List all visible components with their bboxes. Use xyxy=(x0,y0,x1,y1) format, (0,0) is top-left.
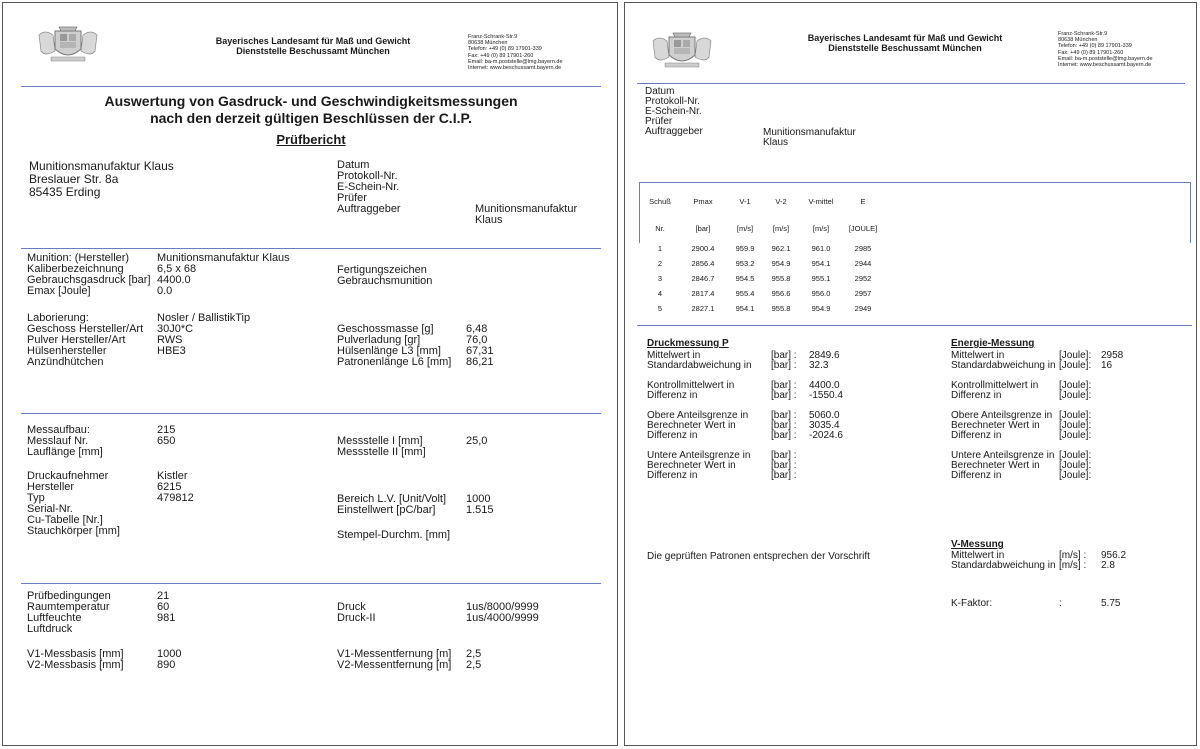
coat-of-arms-logo xyxy=(33,21,103,67)
field-label: Typ xyxy=(27,492,45,504)
velocity-labels xyxy=(951,551,1056,571)
field-label: Munition: (Hersteller) xyxy=(27,252,130,264)
client-line: Munitionsmanufaktur xyxy=(763,127,856,138)
address-line: Breslauer Str. 8a xyxy=(29,172,119,186)
meta-labels xyxy=(337,160,401,215)
table-cell: 2856.4 xyxy=(691,259,715,268)
table-cell: 954.5 xyxy=(735,274,755,283)
report-title: Prüfbericht xyxy=(276,132,346,147)
authority-name: Bayerisches Landesamt für Maß und Gewicht xyxy=(215,36,411,46)
meta-label: Protokoll-Nr. xyxy=(337,170,398,182)
table-cell: 2900.4 xyxy=(691,244,715,253)
sensor-right-values xyxy=(466,494,494,516)
field-value: 30J0*C xyxy=(157,323,194,335)
field-value: 890 xyxy=(157,659,176,671)
field-label: Anzündhütchen xyxy=(27,356,104,368)
authority-office: Dienststelle Beschussamt München xyxy=(828,43,982,53)
field-label: Differenz in xyxy=(951,430,1002,441)
client-line: Klaus xyxy=(475,214,503,226)
field-label: Differenz in xyxy=(647,390,698,401)
meta-labels xyxy=(645,87,703,137)
client-line: Munitionsmanufaktur xyxy=(475,203,578,215)
loading-right-labels xyxy=(337,324,451,368)
field-label: Berechneter Wert in xyxy=(647,420,736,431)
energy-values xyxy=(1101,351,1123,371)
meta-label: E-Schein-Nr. xyxy=(645,106,702,117)
field-value: -2024.6 xyxy=(809,430,843,441)
pressure-values xyxy=(809,351,843,441)
field-label: Berechneter Wert in xyxy=(647,460,736,471)
table-cell: 954.9 xyxy=(811,304,831,313)
report-page-1 xyxy=(2,2,618,746)
field-label: Hülsenhersteller xyxy=(27,345,107,357)
divider xyxy=(637,83,1185,84)
field-label: Einstellwert [pC/bar] xyxy=(337,504,436,516)
field-label: Druck-II xyxy=(337,612,376,624)
field-value: 479812 xyxy=(157,492,194,504)
pressure-labels xyxy=(647,351,752,481)
field-value: -1550.4 xyxy=(809,390,843,401)
setup-values xyxy=(157,425,175,447)
contact-line: Telefon: +49 (0) 89 17901-339 xyxy=(468,46,542,53)
client-line: Klaus xyxy=(763,137,789,148)
address-line: Munitionsmanufaktur Klaus xyxy=(29,159,174,173)
field-unit: [bar] : xyxy=(771,360,797,371)
table-cell: 955.8 xyxy=(771,274,791,283)
field-value: 67,31 xyxy=(466,345,494,357)
energy-units xyxy=(1059,351,1091,481)
meta-label: Protokoll-Nr. xyxy=(645,96,701,107)
contact-line: Email: ba-m.poststelle@lmg.bayern.de xyxy=(1058,55,1153,62)
bases-values xyxy=(157,649,181,671)
bases-labels xyxy=(27,649,124,671)
divider xyxy=(637,325,1192,326)
field-value: 76,0 xyxy=(466,334,488,346)
table-unit: [m/s] xyxy=(812,224,830,233)
field-unit: [Joule]: xyxy=(1059,420,1092,431)
conditions-values xyxy=(157,591,175,624)
contact-block xyxy=(1058,31,1153,68)
field-label: Differenz in xyxy=(951,470,1002,481)
divider xyxy=(21,413,601,414)
contact-line: Internet: www.beschussamt.bayern.de xyxy=(1058,62,1152,69)
coat-of-arms-logo xyxy=(647,27,717,73)
table-cell: 953.2 xyxy=(735,259,755,268)
field-value: 1us/8000/9999 xyxy=(466,601,539,613)
field-unit: [bar] : xyxy=(771,430,797,441)
velocity-units xyxy=(1059,551,1086,571)
field-unit: [Joule]: xyxy=(1059,430,1092,441)
field-label: Serial-Nr. xyxy=(27,503,73,515)
field-unit: [bar] : xyxy=(771,420,797,431)
energy-heading: Energie-Messung xyxy=(951,338,1035,349)
contact-line: Franz-Schrank-Str.9 xyxy=(468,34,518,40)
table-cell: 1 xyxy=(657,244,663,253)
field-unit: [Joule]: xyxy=(1059,450,1092,461)
field-label: Berechneter Wert in xyxy=(951,420,1040,431)
field-value: 215 xyxy=(157,424,176,436)
setup-labels xyxy=(27,425,103,458)
table-cell: 4 xyxy=(657,289,663,298)
field-unit: [Joule]: xyxy=(1059,460,1092,471)
field-label: Hülsenlänge L3 [mm] xyxy=(337,345,441,357)
meta-label: Auftraggeber xyxy=(645,126,703,137)
table-header: V-1 xyxy=(739,197,751,206)
table-header: V-2 xyxy=(775,197,787,206)
field-value: 650 xyxy=(157,435,176,447)
field-label: V1-Messbasis [mm] xyxy=(27,648,124,660)
field-label: Standardabweichung in xyxy=(951,560,1056,571)
table-header: V-mittel xyxy=(808,197,834,206)
field-unit: [bar] : xyxy=(771,380,797,391)
table-cell: 2 xyxy=(657,259,663,268)
table-unit: [JOULE] xyxy=(848,224,878,233)
loading-labels xyxy=(27,313,143,368)
field-label: Fertigungszeichen xyxy=(337,264,427,276)
sensor-right-labels xyxy=(337,494,446,516)
field-label: Hersteller xyxy=(27,481,75,493)
field-value: 6215 xyxy=(157,481,182,493)
table-cell: 962.1 xyxy=(771,244,791,253)
bases-right-labels xyxy=(337,649,451,671)
field-label: V2-Messbasis [mm] xyxy=(27,659,124,671)
field-label: Pulver Hersteller/Art xyxy=(27,334,126,346)
field-value: Nosler / BallistikTip xyxy=(157,312,251,324)
meta-client xyxy=(763,128,856,148)
authority-office: Dienststelle Beschussamt München xyxy=(236,46,390,56)
table-unit: Nr. xyxy=(655,224,665,233)
table-cell: 2952 xyxy=(854,274,872,283)
conditions-right-values xyxy=(466,602,539,624)
meta-label: Prüfer xyxy=(645,116,673,127)
table-cell: 955.8 xyxy=(771,304,791,313)
divider xyxy=(21,86,601,87)
table-cell: 2827.1 xyxy=(691,304,715,313)
field-unit: [m/s] : xyxy=(1059,550,1087,561)
field-label: Untere Anteilsgrenze in xyxy=(647,450,751,461)
field-unit: [m/s] : xyxy=(1059,560,1087,571)
field-label: V1-Messentfernung [m] xyxy=(337,648,452,660)
field-value: 1000 xyxy=(157,648,182,660)
field-unit: [bar] : xyxy=(771,350,797,361)
field-value: 2,5 xyxy=(466,648,482,660)
field-value: 2,5 xyxy=(466,659,482,671)
field-label: Luftfeuchte xyxy=(27,612,82,624)
field-label: Stauchkörper [mm] xyxy=(27,525,120,537)
table-header: Pmax xyxy=(693,197,713,206)
contact-line: Fax: +49 (0) 89 17901-260 xyxy=(468,52,534,59)
field-label: Differenz in xyxy=(951,390,1002,401)
report-heading-line-1: Auswertung von Gasdruck- und Geschwindigkeitsmessungen xyxy=(104,93,518,109)
contact-line: Fax: +49 (0) 89 17901-260 xyxy=(1058,49,1124,56)
sensor-values xyxy=(157,471,194,504)
field-label: Differenz in xyxy=(647,430,698,441)
field-label: Cu-Tabelle [Nr.] xyxy=(27,514,103,526)
field-label: Druck xyxy=(337,601,366,613)
results-table-frame xyxy=(639,182,1191,243)
field-label: Prüfbedingungen xyxy=(27,590,111,602)
field-label: Messstelle I [mm] xyxy=(337,435,423,447)
table-cell: 2949 xyxy=(854,304,872,313)
recipient-address xyxy=(29,160,174,199)
field-unit: [Joule]: xyxy=(1059,410,1092,421)
pressure-heading: Druckmessung P xyxy=(647,338,729,349)
field-label: Differenz in xyxy=(647,470,698,481)
contact-line: Internet: www.beschussamt.bayern.de xyxy=(468,65,562,72)
field-value: 86,21 xyxy=(466,356,494,368)
table-cell: 955.1 xyxy=(811,274,831,283)
field-value: 956.2 xyxy=(1101,550,1127,561)
table-cell: 961.0 xyxy=(811,244,831,253)
field-label: Kontrollmittelwert in xyxy=(951,380,1039,391)
field-value: 4400.0 xyxy=(809,380,840,391)
meta-label: Datum xyxy=(337,159,370,171)
conditions-labels xyxy=(27,591,111,635)
field-value: 1.515 xyxy=(466,504,494,516)
table-unit: [m/s] xyxy=(736,224,754,233)
field-label: Pulverladung [gr] xyxy=(337,334,421,346)
contact-line: 80638 München xyxy=(1058,37,1098,44)
table-cell: 2817.4 xyxy=(691,289,715,298)
field-label: Standardabweichung in xyxy=(647,360,752,371)
field-value: 2.8 xyxy=(1101,560,1115,571)
field-label: Geschossmasse [g] xyxy=(337,323,434,335)
field-label: Luftdruck xyxy=(27,623,73,635)
field-value: 21 xyxy=(157,590,170,602)
table-cell: 954.9 xyxy=(771,259,791,268)
field-label: Mittelwert in xyxy=(951,350,1005,361)
sensor-labels xyxy=(27,471,120,537)
field-label: Lauflänge [mm] xyxy=(27,446,103,458)
table-header: Schuß xyxy=(649,197,671,206)
field-label: Druckaufnehmer xyxy=(27,470,109,482)
field-value: 32.3 xyxy=(809,360,829,371)
field-unit: [bar] : xyxy=(771,460,797,471)
field-value: 6,5 x 68 xyxy=(157,263,197,275)
field-label: Gebrauchsmunition xyxy=(337,275,433,287)
field-value: 1000 xyxy=(466,493,491,505)
field-value: RWS xyxy=(157,334,183,346)
ammo-right-labels xyxy=(337,265,432,287)
field-value: Kistler xyxy=(157,470,188,482)
table-cell: 954.1 xyxy=(811,259,831,268)
table-cell: 3 xyxy=(657,274,663,283)
field-value: 2958 xyxy=(1101,350,1124,361)
field-unit: [Joule]: xyxy=(1059,380,1092,391)
field-label: Patronenlänge L6 [mm] xyxy=(337,356,452,368)
table-cell: 2846.7 xyxy=(691,274,715,283)
field-label: Gebrauchsgasdruck [bar] xyxy=(27,274,151,286)
meta-label: Auftraggeber xyxy=(337,203,401,215)
table-cell: 5 xyxy=(657,304,663,313)
field-value: 981 xyxy=(157,612,176,624)
address-line: 85435 Erding xyxy=(29,185,101,199)
table-cell: 955.4 xyxy=(735,289,755,298)
field-label: Obere Anteilsgrenze in xyxy=(951,410,1053,421)
field-value: 5060.0 xyxy=(809,410,840,421)
field-unit: [bar] : xyxy=(771,470,797,481)
conclusion-text: Die geprüften Patronen entsprechen der Vorschrift xyxy=(647,551,870,562)
bases-right-values xyxy=(466,649,481,671)
field-label: V2-Messentfernung [m] xyxy=(337,659,452,671)
table-header: E xyxy=(860,197,866,206)
field-label: Mittelwert in xyxy=(951,550,1005,561)
field-unit: [Joule]: xyxy=(1059,390,1092,401)
authority-name: Bayerisches Landesamt für Maß und Gewicht xyxy=(807,33,1003,43)
velocity-values xyxy=(1101,551,1126,571)
table-unit: [m/s] xyxy=(772,224,790,233)
table-cell: 956.6 xyxy=(771,289,791,298)
setup-right-labels xyxy=(337,436,426,458)
velocity-heading: V-Messung xyxy=(951,539,1004,550)
table-unit: [bar] xyxy=(695,224,711,233)
setup-right-values xyxy=(466,436,487,447)
contact-block xyxy=(468,34,563,71)
field-label: Laborierung: xyxy=(27,312,89,324)
field-value: Munitionsmanufaktur Klaus xyxy=(157,252,290,264)
divider xyxy=(21,583,601,584)
loading-values xyxy=(157,313,250,357)
field-value: 6,48 xyxy=(466,323,488,335)
field-label: Standardabweichung in xyxy=(951,360,1056,371)
table-cell: 2957 xyxy=(854,289,872,298)
loading-right-values xyxy=(466,324,494,368)
field-value: 0.0 xyxy=(157,285,173,297)
field-value: 2849.6 xyxy=(809,350,840,361)
energy-labels xyxy=(951,351,1056,481)
meta-label: Prüfer xyxy=(337,192,367,204)
field-unit: [bar] : xyxy=(771,390,797,401)
report-page-2 xyxy=(624,2,1197,746)
field-value: HBE3 xyxy=(157,345,186,357)
field-label: Obere Anteilsgrenze in xyxy=(647,410,749,421)
field-value: 60 xyxy=(157,601,170,613)
divider xyxy=(21,248,601,249)
contact-line: 80638 München xyxy=(468,40,508,47)
field-label: Mittelwert in xyxy=(647,350,701,361)
kfactor-label: K-Faktor: xyxy=(951,598,993,609)
field-unit: [Joule]: xyxy=(1059,360,1092,371)
stamp-diameter-label: Stempel-Durchm. [mm] xyxy=(337,529,451,541)
field-label: Messstelle II [mm] xyxy=(337,446,426,458)
meta-label: E-Schein-Nr. xyxy=(337,181,400,193)
ammo-labels xyxy=(27,253,151,297)
field-unit: [Joule]: xyxy=(1059,470,1092,481)
contact-line: Email: ba-m.poststelle@lmg.bayern.de xyxy=(468,58,563,65)
table-cell: 2985 xyxy=(854,244,872,253)
kfactor-separator: : xyxy=(1059,598,1062,609)
field-label: Bereich L.V. [Unit/Volt] xyxy=(337,493,447,505)
field-value: 16 xyxy=(1101,360,1113,371)
field-unit: [bar] : xyxy=(771,450,797,461)
meta-label: Datum xyxy=(645,86,675,97)
field-value: 25,0 xyxy=(466,435,488,447)
field-label: Berechneter Wert in xyxy=(951,460,1040,471)
field-value: 3035.4 xyxy=(809,420,840,431)
field-label: Kaliberbezeichnung xyxy=(27,263,124,275)
field-unit: [bar] : xyxy=(771,410,797,421)
field-label: Geschoss Hersteller/Art xyxy=(27,323,144,335)
field-label: Kontrollmittelwert in xyxy=(647,380,735,391)
conditions-right-labels xyxy=(337,602,376,624)
field-label: Raumtemperatur xyxy=(27,601,110,613)
table-cell: 2944 xyxy=(854,259,872,268)
field-unit: [Joule]: xyxy=(1059,350,1092,361)
kfactor-value: 5.75 xyxy=(1101,598,1121,609)
report-heading-line-2: nach den derzeit gültigen Beschlüssen der C.I.P. xyxy=(150,110,472,126)
field-value: 1us/4000/9999 xyxy=(466,612,539,624)
meta-client xyxy=(475,204,577,226)
contact-line: Franz-Schrank-Str.9 xyxy=(1058,31,1108,37)
field-label: Messaufbau: xyxy=(27,424,90,436)
table-cell: 954.1 xyxy=(735,304,755,313)
field-value: 4400.0 xyxy=(157,274,191,286)
table-cell: 959.9 xyxy=(735,244,755,253)
ammo-values xyxy=(157,253,290,297)
field-label: Messlauf Nr. xyxy=(27,435,89,447)
contact-line: Telefon: +49 (0) 89 17901-339 xyxy=(1058,43,1132,50)
field-label: Untere Anteilsgrenze in xyxy=(951,450,1055,461)
pressure-units xyxy=(771,351,797,481)
report-heading xyxy=(3,93,618,127)
field-label: Emax [Joule] xyxy=(27,285,91,297)
table-cell: 956.0 xyxy=(811,289,831,298)
